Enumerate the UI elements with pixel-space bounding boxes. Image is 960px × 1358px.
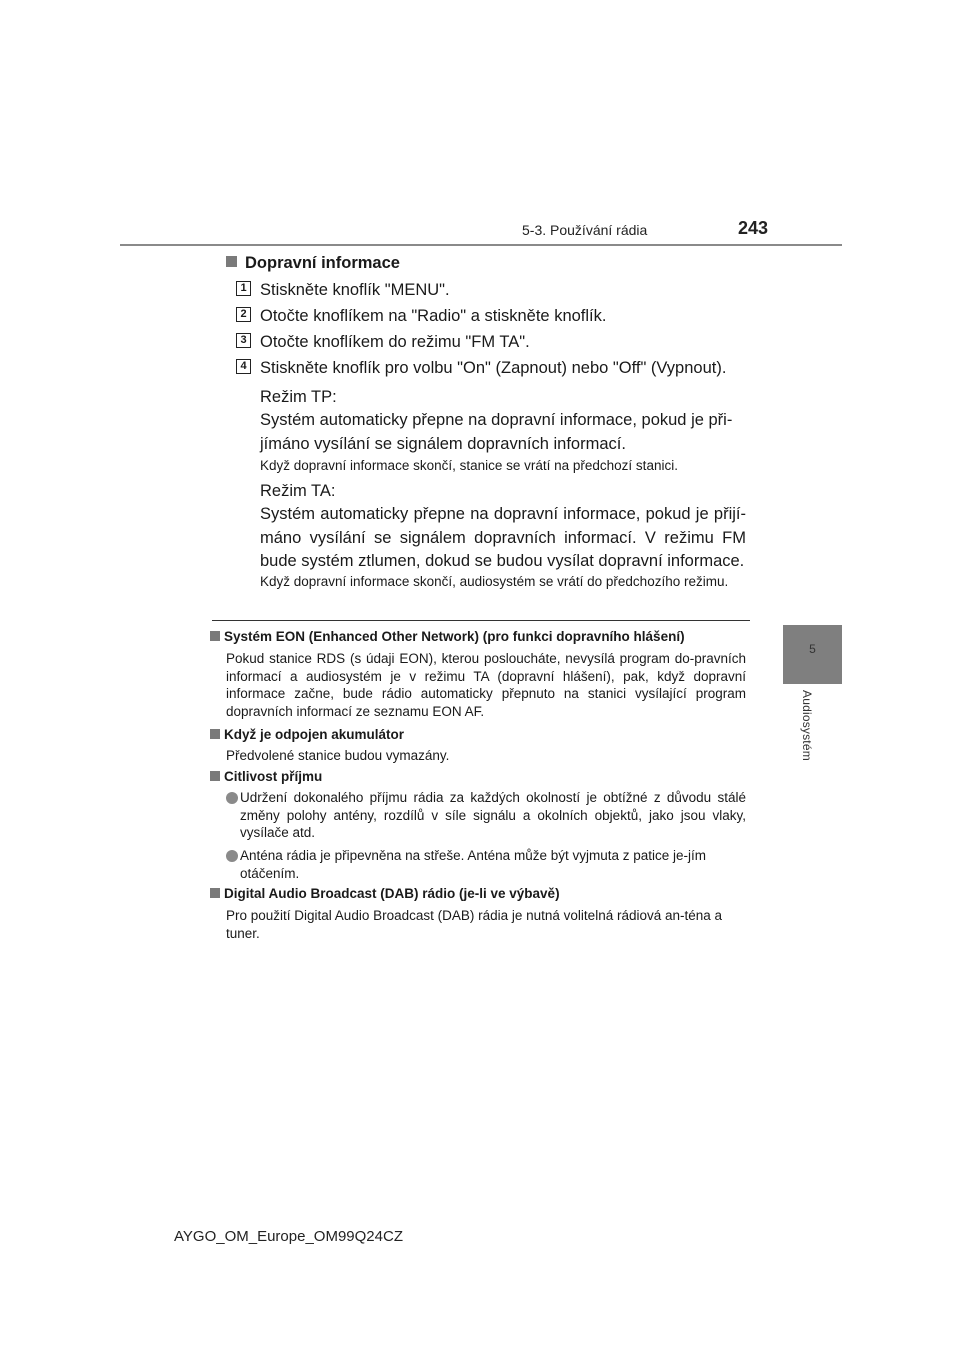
square-bullet-icon: [226, 256, 237, 267]
sensitivity-bullet-1: Udržení dokonalého příjmu rádia za každých okolností je obtížné z důvodu stálé změny polohy antény, rozdílů v síle signálu a okolních objektů, jako jsou vlaky, vysílače atd.: [240, 790, 746, 840]
page-number: 243: [738, 218, 769, 238]
eon-heading-text: Systém EON (Enhanced Other Network) (pro funkci dopravního hlášení): [224, 629, 685, 644]
dab-heading: [210, 886, 560, 901]
battery-heading-text: Když je odpojen akumulátor: [224, 727, 405, 742]
step-number-1: 1: [236, 281, 251, 296]
step-text-1: Stiskněte knoflík "MENU".: [260, 281, 450, 299]
step-text-4: Stiskněte knoflík pro volbu "On" (Zapnout) nebo "Off" (Vypnout).: [260, 359, 727, 377]
square-bullet-icon: [210, 729, 220, 739]
tp-mode-title: Režim TP:: [260, 388, 337, 406]
ta-mode-note: Když dopravní informace skončí, audiosystém se vrátí do předchozího režimu.: [260, 574, 729, 589]
eon-heading: [210, 629, 685, 644]
chapter-number: 5: [809, 642, 816, 656]
square-bullet-icon: [210, 771, 220, 781]
square-bullet-icon: [210, 888, 220, 898]
sensitivity-heading: [210, 769, 322, 784]
tp-mode-note: Když dopravní informace skončí, stanice se vrátí na předchozí stanici.: [260, 458, 678, 473]
section-heading: [226, 254, 400, 273]
battery-text: Předvolené stanice budou vymazány.: [226, 748, 450, 763]
ta-mode-text: Systém automaticky přepne na dopravní informace, pokud je přijí-máno vysílání se signálem dopravních informací. V režimu FM bude systém ztlumen, dokud se budou vysílat dopravní informace.: [260, 505, 746, 570]
sensitivity-heading-text: Citlivost příjmu: [224, 769, 323, 784]
round-bullet-icon: [226, 792, 238, 804]
step-number-2: 2: [236, 307, 251, 322]
section-title: 5-3. Používání rádia: [522, 222, 648, 238]
notes-divider: [212, 620, 750, 621]
tp-mode-text: Systém automaticky přepne na dopravní informace, pokud je při-jímáno vysílání se signálem dopravních informací.: [260, 411, 733, 453]
chapter-label: Audiosystém: [800, 690, 814, 761]
header-rule: [120, 244, 842, 246]
battery-heading: [210, 727, 404, 742]
step-number-3: 3: [236, 333, 251, 348]
step-text-3: Otočte knoflíkem do režimu "FM TA".: [260, 333, 530, 351]
square-bullet-icon: [210, 631, 220, 641]
step-number-4: 4: [236, 359, 251, 374]
sensitivity-bullet-2: Anténa rádia je připevněna na střeše. Anténa může být vyjmuta z patice je-jím otáčením.: [240, 848, 707, 881]
step-text-2: Otočte knoflíkem na "Radio" a stiskněte knoflík.: [260, 307, 607, 325]
dab-text: Pro použití Digital Audio Broadcast (DAB) rádia je nutná volitelná rádiová an-téna a tuner.: [226, 908, 723, 941]
ta-mode-title: Režim TA:: [260, 482, 336, 500]
dab-heading-text: Digital Audio Broadcast (DAB) rádio (je-li ve výbavě): [224, 886, 560, 901]
document-id: AYGO_OM_Europe_OM99Q24CZ: [174, 1228, 403, 1245]
eon-text: Pokud stanice RDS (s údaji EON), kterou posloucháte, nevysílá program do-pravních informací a audiosystém je v režimu TA (dopravní hlášení), pak, když dopravní informace začne, bude rádio automaticky přepnuto na stanici vysílající program dopravních informací ze seznamu EON AF.: [226, 651, 746, 719]
section-heading-text: Dopravní informace: [245, 254, 400, 272]
round-bullet-icon: [226, 850, 238, 862]
